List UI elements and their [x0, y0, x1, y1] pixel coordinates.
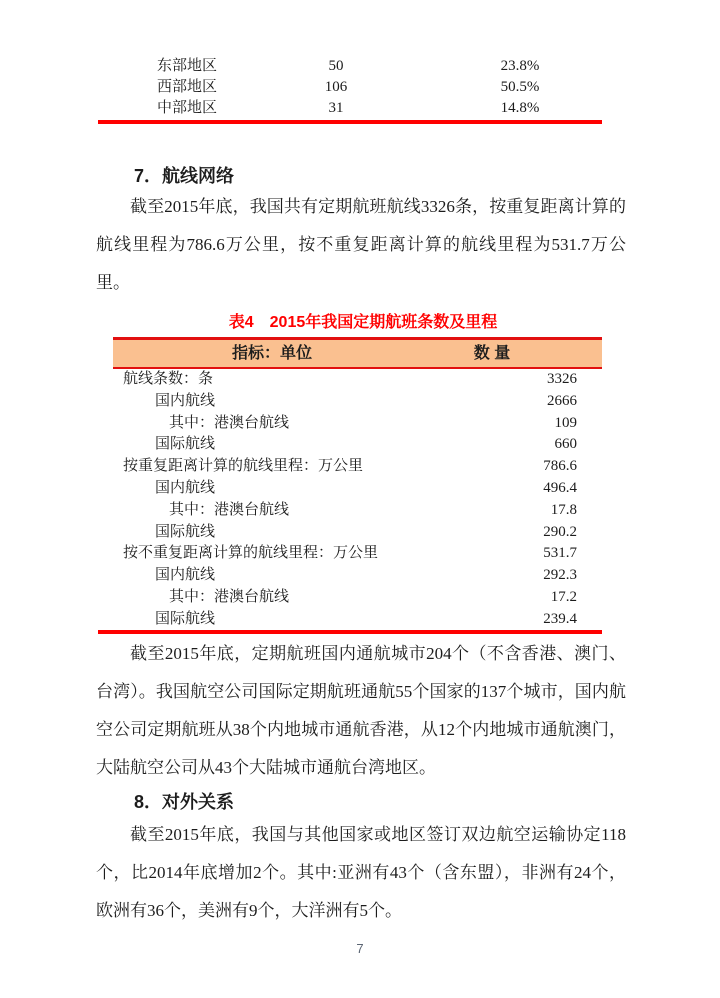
region-name: 西部地区 [157, 79, 218, 95]
table-bottom-rule [98, 120, 602, 124]
indicator-value: 786.6 [543, 458, 577, 475]
table4-following-paragraph: 截至2015年底，定期航班国内通航城市204个（不含香港、澳门、台湾）。我国航空公司国际定期航班通航55个国家的137个城市，国内航空公司定期航班从38个内地城市通航香港，从12个内地城市通航澳门，大陆航空公司从43个大陆城市通航台湾地区。 [96, 644, 626, 777]
indicator-label: 国内航线 [155, 567, 216, 584]
indicator-value: 290.2 [543, 523, 577, 540]
indicator-label: 国内航线 [155, 479, 216, 496]
indicator-label: 国际航线 [155, 610, 216, 627]
indicator-value: 292.3 [543, 567, 577, 584]
indicator-label: 国际航线 [155, 436, 216, 453]
indicator-value: 2666 [547, 392, 577, 409]
indicator-label: 其中：港澳台航线 [169, 414, 290, 431]
indicator-value: 17.8 [550, 501, 577, 518]
indicator-label: 其中：港澳台航线 [169, 588, 290, 605]
table-row [98, 413, 602, 435]
indicator-value: 496.4 [543, 479, 577, 496]
indicator-label: 按重复距离计算的航线里程：万公里 [123, 458, 364, 475]
table4-title: 表4 2015年我国定期航班条数及里程 [228, 314, 498, 331]
table-row [98, 609, 602, 631]
table4 [98, 337, 602, 631]
indicator-label: 国内航线 [155, 392, 216, 409]
region-count: 50 [328, 58, 344, 74]
indicator-value: 3326 [547, 371, 577, 387]
table-row [96, 77, 624, 98]
region-percent: 50.5% [500, 79, 540, 95]
table4-body [98, 369, 602, 631]
indicator-label: 其中：港澳台航线 [169, 501, 290, 518]
table-row [96, 56, 624, 77]
indicator-value: 17.2 [550, 588, 577, 605]
indicator-label: 国际航线 [155, 523, 216, 540]
table-row [98, 587, 602, 609]
table-row [98, 369, 602, 391]
region-percent: 23.8% [500, 58, 540, 74]
region-count: 106 [324, 79, 348, 95]
table-row [98, 456, 602, 478]
table-row [98, 565, 602, 587]
table4-bottom-rule [98, 630, 602, 634]
region-table-body [96, 56, 624, 119]
table4-header-indicator: 指标：单位 [231, 345, 312, 362]
table-row [98, 500, 602, 522]
indicator-label: 按不重复距离计算的航线里程：万公里 [123, 545, 379, 562]
table4-header-quantity: 数 量 [473, 345, 511, 362]
region-table [96, 56, 624, 119]
section-8-heading: 8．对外关系 [134, 792, 235, 812]
indicator-value: 531.7 [543, 545, 577, 562]
indicator-value: 239.4 [543, 610, 577, 627]
table4-header-row [113, 337, 602, 369]
table-row [98, 543, 602, 565]
region-name: 东部地区 [157, 58, 218, 74]
region-count: 31 [328, 100, 344, 116]
section-8-paragraph: 截至2015年底，我国与其他国家或地区签订双边航空运输协定118个，比2014年底增加2个。其中:亚洲有43个（含东盟），非洲有24个，欧洲有36个，美洲有9个，大洋洲有5个。 [96, 825, 626, 920]
indicator-value: 660 [554, 436, 577, 453]
table-row [98, 478, 602, 500]
indicator-label: 航线条数：条 [123, 371, 214, 387]
section-7-paragraph: 截至2015年底，我国共有定期航班航线3326条，按重复距离计算的航线里程为786.6万公里，按不重复距离计算的航线里程为531.7万公里。 [96, 197, 626, 292]
table-row [96, 98, 624, 119]
table-row [98, 391, 602, 413]
table-row [98, 522, 602, 544]
region-percent: 14.8% [500, 100, 540, 116]
indicator-value: 109 [554, 414, 577, 431]
region-name: 中部地区 [157, 100, 218, 116]
table-row [98, 434, 602, 456]
page-number: 7 [356, 941, 364, 956]
section-7-heading: 7．航线网络 [134, 166, 235, 186]
